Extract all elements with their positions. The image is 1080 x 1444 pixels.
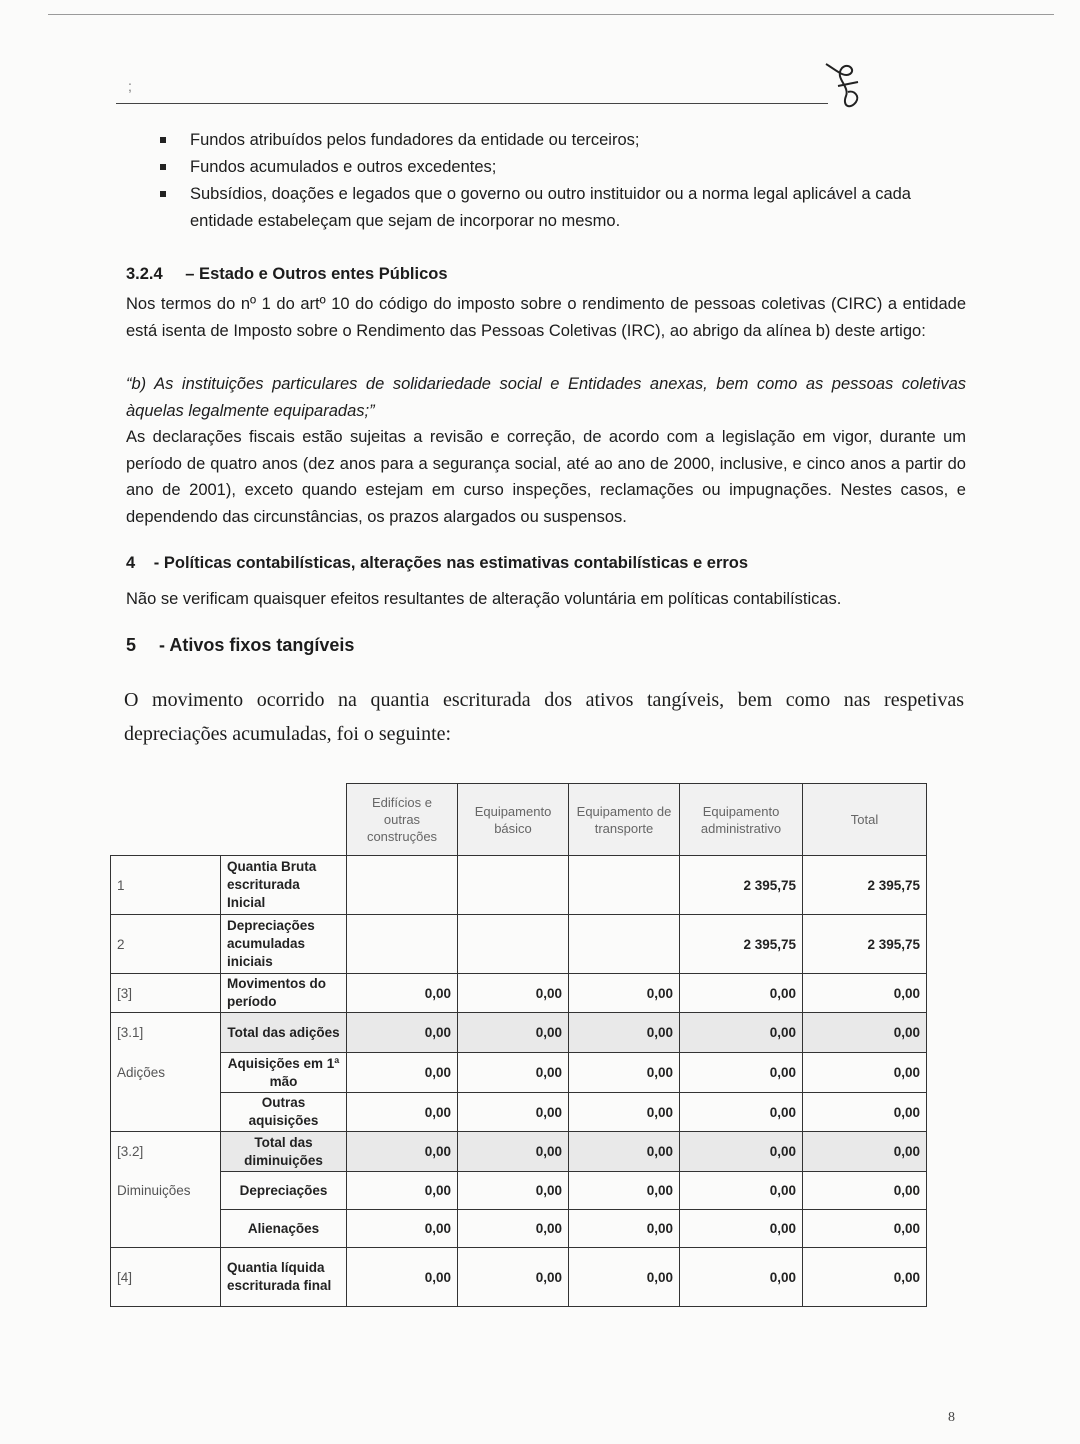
value-cell: 0,00 [803, 1013, 927, 1053]
value-cell: 0,00 [803, 1132, 927, 1172]
table-row [111, 974, 927, 1013]
value-cell [569, 915, 680, 974]
value-cell: 0,00 [803, 1053, 927, 1093]
value-cell [347, 856, 458, 915]
value-cell: 0,00 [680, 1132, 803, 1172]
row-label-cell: Movimentos do período [221, 974, 347, 1013]
value-cell: 2 395,75 [803, 856, 927, 915]
section-number: 3.2.4 [126, 265, 163, 283]
value-cell: 0,00 [569, 1172, 680, 1210]
value-cell: 0,00 [680, 1210, 803, 1248]
scan-top-edge [48, 14, 1054, 15]
value-cell: 0,00 [458, 1248, 569, 1307]
value-cell: 2 395,75 [680, 915, 803, 974]
value-cell: 0,00 [803, 974, 927, 1013]
value-cell: 0,00 [680, 1172, 803, 1210]
column-header: Total [803, 784, 927, 856]
value-cell: 0,00 [680, 974, 803, 1013]
section-324-paragraph-2: As declarações fiscais estão sujeitas a revisão e correção, de acordo com a legislação em vigor, durante um período de quatro anos (dez anos para a segurança social, até ao ano de 2000, inclusive, e cinco anos a partir do ano de 2001), exceto quando estejam em curso inspeções, reclamações ou impugnações. Nestes casos, e dependendo das circunstâncias, os prazos alargados ou suspensos. [126, 428, 966, 526]
table-row [111, 915, 927, 974]
value-cell: 0,00 [347, 1053, 458, 1093]
row-code-cell: Diminuições [111, 1172, 221, 1210]
row-code-cell: [3] [111, 974, 221, 1013]
row-label-cell: Outras aquisições [221, 1093, 347, 1132]
tangible-assets-table [110, 783, 927, 1307]
value-cell [569, 856, 680, 915]
table-row [111, 1093, 927, 1132]
row-label-cell: Depreciações acumuladas iniciais [221, 915, 347, 974]
table-row [111, 1248, 927, 1307]
value-cell: 0,00 [458, 974, 569, 1013]
header-mark: ; [128, 78, 132, 94]
bullet-icon [160, 164, 166, 170]
value-cell: 0,00 [347, 1248, 458, 1307]
list-item: Fundos acumulados e outros excedentes; [160, 154, 970, 181]
row-code-cell [111, 1210, 221, 1248]
bullet-icon [160, 137, 166, 143]
value-cell: 0,00 [569, 1210, 680, 1248]
column-header: Equipamento básico [458, 784, 569, 856]
value-cell: 0,00 [347, 1172, 458, 1210]
row-code-cell: 2 [111, 915, 221, 974]
value-cell: 0,00 [803, 1248, 927, 1307]
value-cell: 0,00 [569, 974, 680, 1013]
value-cell: 0,00 [569, 1132, 680, 1172]
value-cell: 0,00 [347, 1093, 458, 1132]
row-code-cell: 1 [111, 856, 221, 915]
table-row [111, 1013, 927, 1053]
value-cell: 0,00 [458, 1013, 569, 1053]
section-5-text: O movimento ocorrido na quantia escriturada dos ativos tangíveis, bem como nas respetivas depreciações acumuladas, foi o seguinte: [124, 689, 964, 745]
row-code-cell [111, 1093, 221, 1132]
value-cell: 2 395,75 [680, 856, 803, 915]
column-header: Equipamento de transporte [569, 784, 680, 856]
section-number: 5 [126, 635, 137, 655]
value-cell: 0,00 [569, 1013, 680, 1053]
value-cell: 0,00 [347, 1210, 458, 1248]
row-code-cell: [3.1] [111, 1013, 221, 1053]
value-cell [347, 915, 458, 974]
value-cell: 0,00 [680, 1248, 803, 1307]
row-label-cell: Quantia Bruta escriturada Inicial [221, 856, 347, 915]
column-header: Edifícios e outras construções [347, 784, 458, 856]
table-row [111, 1053, 927, 1093]
list-item: Subsídios, doações e legados que o governo ou outro instituidor ou a norma legal aplicável a cada entidade estabeleçam que sejam de incorporar no mesmo. [160, 181, 970, 235]
row-code-cell: Adições [111, 1053, 221, 1093]
section-324-paragraph-1: Nos termos do nº 1 do artº 10 do código do imposto sobre o rendimento de pessoas coletivas (CIRC) a entidade está isenta de Imposto sobre o Rendimento das Pessoas Coletivas (IRC), ao abrigo da alínea b) deste artigo: [126, 295, 966, 340]
value-cell: 0,00 [680, 1013, 803, 1053]
section-5-heading [126, 635, 354, 656]
section-4-text: Não se verificam quaisquer efeitos resultantes de alteração voluntária em políticas contabilísticas. [126, 590, 842, 608]
value-cell: 0,00 [803, 1210, 927, 1248]
value-cell: 0,00 [458, 1053, 569, 1093]
initials-signature-icon [820, 56, 870, 112]
section-number: 4 [126, 554, 136, 572]
section-title: - Ativos fixos tangíveis [159, 635, 355, 655]
row-label-cell: Total das diminuições [221, 1132, 347, 1172]
value-cell [458, 915, 569, 974]
value-cell: 0,00 [680, 1053, 803, 1093]
value-cell: 0,00 [347, 974, 458, 1013]
row-label-cell: Depreciações [221, 1172, 347, 1210]
section-324-heading [126, 265, 448, 284]
row-code-cell: [4] [111, 1248, 221, 1307]
value-cell: 0,00 [569, 1093, 680, 1132]
value-cell [458, 856, 569, 915]
table-row [111, 1132, 927, 1172]
value-cell: 0,00 [458, 1132, 569, 1172]
value-cell: 0,00 [569, 1053, 680, 1093]
value-cell: 2 395,75 [803, 915, 927, 974]
list-item: Fundos atribuídos pelos fundadores da entidade ou terceiros; [160, 127, 970, 154]
table-header-row [111, 784, 927, 856]
value-cell: 0,00 [803, 1093, 927, 1132]
page-number: 8 [948, 1410, 955, 1425]
value-cell: 0,00 [803, 1172, 927, 1210]
table-row [111, 1210, 927, 1248]
column-header: Equipamento administrativo [680, 784, 803, 856]
section-324-quote: “b) As instituições particulares de solidariedade social e Entidades anexas, bem como as pessoas coletivas àquelas legalmente equiparadas;” [126, 375, 966, 420]
value-cell: 0,00 [680, 1093, 803, 1132]
value-cell: 0,00 [347, 1013, 458, 1053]
funds-bullet-list [160, 127, 970, 235]
value-cell: 0,00 [458, 1210, 569, 1248]
section-4-heading [126, 554, 748, 573]
row-label-cell: Aquisições em 1ª mão [221, 1053, 347, 1093]
value-cell: 0,00 [569, 1248, 680, 1307]
value-cell: 0,00 [458, 1093, 569, 1132]
row-label-cell: Total das adições [221, 1013, 347, 1053]
section-title: – Estado e Outros entes Públicos [185, 265, 448, 283]
bullet-icon [160, 191, 166, 197]
value-cell: 0,00 [347, 1132, 458, 1172]
row-label-cell: Quantia líquida escriturada final [221, 1248, 347, 1307]
value-cell: 0,00 [458, 1172, 569, 1210]
table-row [111, 856, 927, 915]
header-rule [116, 103, 828, 104]
table-row [111, 1172, 927, 1210]
section-title: - Políticas contabilísticas, alterações nas estimativas contabilísticas e erros [153, 554, 749, 572]
row-label-cell: Alienações [221, 1210, 347, 1248]
row-code-cell: [3.2] [111, 1132, 221, 1172]
